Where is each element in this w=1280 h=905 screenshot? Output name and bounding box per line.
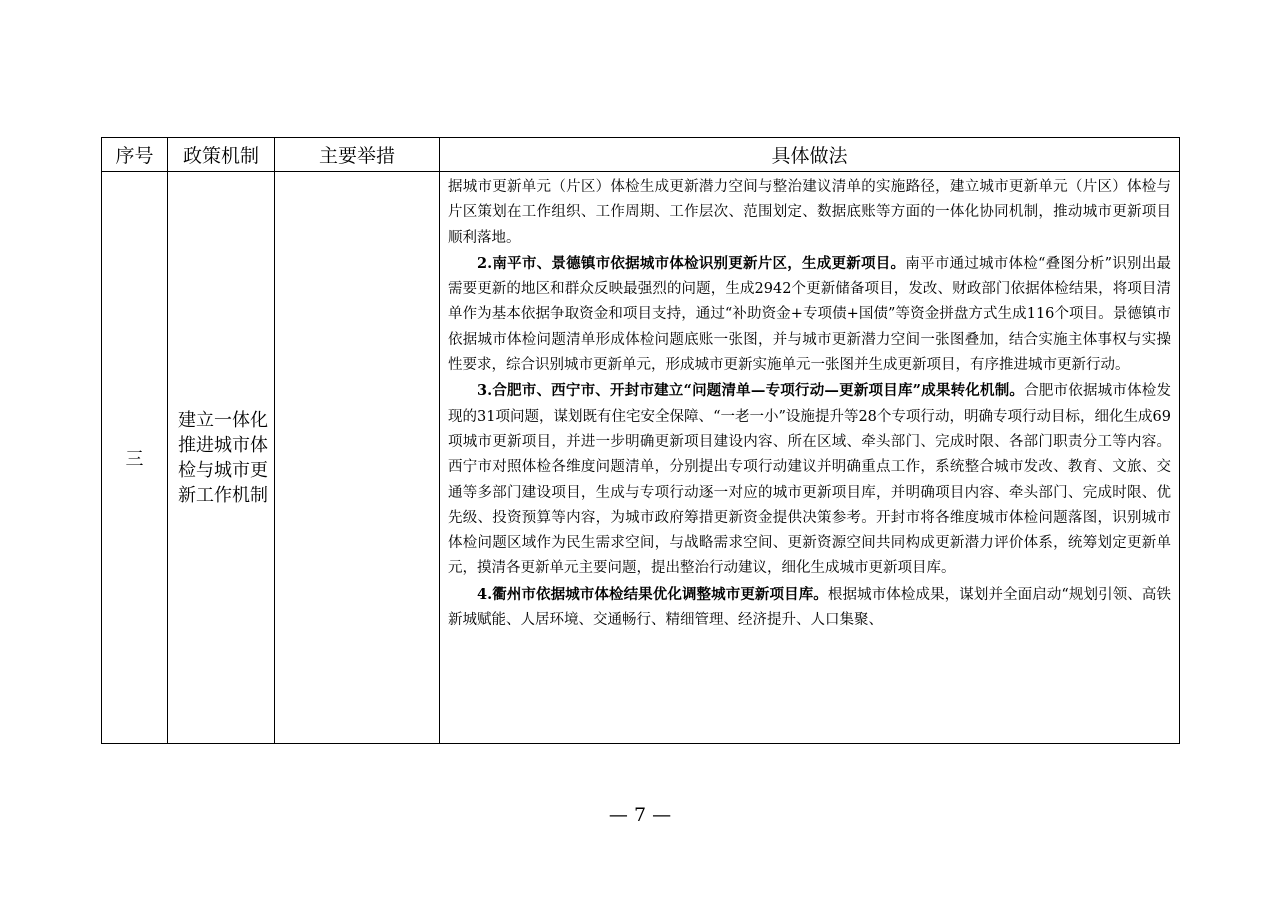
practice-text-3: 合肥市依据城市体检发现的31项问题，谋划既有住宅安全保障、“一老一小”设施提升等28个专项行动，明确专项行动目标，细化生成69项城市更新项目，并进一步明确更新项目建设内容、所在区域、牵头部门、完成时限、各部门职责分工等内容。西宁市对照体检各维度问题清单，分别提出专项行动建议并明确重点工作，系统整合城市发改、教育、文旅、交通等多部门建设项目，生成与专项行动逐一对应的城市更新项目库，并明确项目内容、牵头部门、完成时限、优先级、投资预算等内容，为城市政府筹措更新资金提供决策参考。开封市将各维度城市体检问题落图，识别城市体检问题区域作为民生需求空间，与战略需求空间、更新资源空间共同构成更新潜力评价体系，统筹划定更新单元，摸清各更新单元主要问题，提出整治行动建议，细化生成城市更新项目库。: [448, 383, 1171, 577]
row-seq: 三: [102, 172, 168, 744]
practice-paragraph-1: 据城市更新单元（片区）体检生成更新潜力空间与整治建议清单的实施路径，建立城市更新单元（片区）体检与片区策划在工作组织、工作周期、工作层次、范围划定、数据底账等方面的一体化协同机制，推动城市更新项目顺利落地。: [448, 179, 1171, 246]
header-measure: 主要举措: [275, 138, 440, 172]
row-mechanism: 建立一体化推进城市体检与城市更新工作机制: [168, 172, 275, 744]
header-mechanism: 政策机制: [168, 138, 275, 172]
practice-text-4: 根据城市体检成果，谋划并全面启动“规划引领、高铁新城赋能、人居环境、交通畅行、精细管理、经济提升、人口集聚、: [448, 586, 1171, 629]
header-practice: 具体做法: [440, 138, 1180, 172]
practice-paragraph-2: [448, 251, 1171, 378]
practice-heading-3: 3.合肥市、西宁市、开封市建立“问题清单—专项行动—更新项目库”成果转化机制。: [477, 382, 1025, 400]
practice-paragraph-3: [448, 378, 1171, 581]
table-row: [102, 172, 1180, 744]
row-practice: [440, 172, 1180, 744]
practice-heading-2: 2.南平市、景德镇市依据城市体检识别更新片区，生成更新项目。: [477, 254, 906, 272]
practice-paragraph-4: [448, 582, 1171, 634]
row-measure: [275, 172, 440, 744]
practice-heading-4: 4.衢州市依据城市体检结果优化调整城市更新项目库。: [477, 585, 828, 603]
practice-text-2: 南平市通过城市体检“叠图分析”识别出最需要更新的地区和群众反映最强烈的问题，生成2942个更新储备项目，发改、财政部门依据体检结果，将项目清单作为基本依据争取资金和项目支持，通过“补助资金+专项债+国债”等资金拼盘方式生成116个项目。景德镇市依据城市体检问题清单形成体检问题底账一张图，并与城市更新潜力空间一张图叠加，结合实施主体事权与实操性要求，综合识别城市更新单元，形成城市更新实施单元一张图并生成更新项目，有序推进城市更新行动。: [448, 255, 1171, 374]
policy-table: [101, 137, 1180, 744]
header-seq: 序号: [102, 138, 168, 172]
table-header-row: [102, 138, 1180, 172]
page-number: — 7 —: [608, 804, 672, 826]
